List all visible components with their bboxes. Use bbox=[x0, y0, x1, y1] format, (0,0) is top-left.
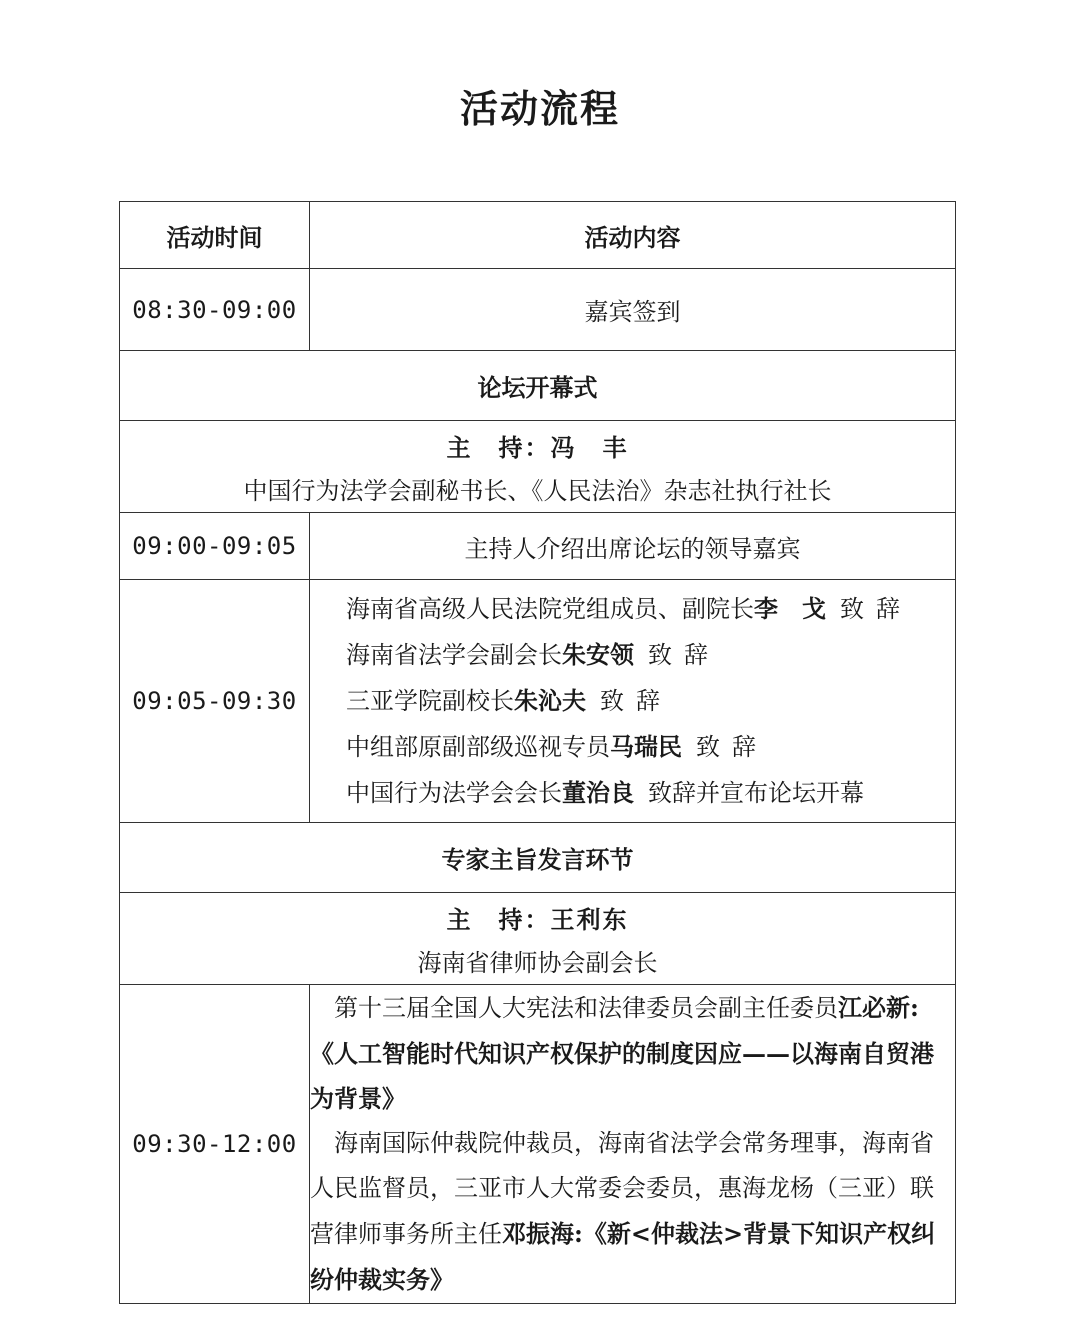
speaker-name: 李 戈 bbox=[754, 594, 826, 623]
keynote-title: 《新<仲裁法>背景下知识产权纠纷仲裁实务》 bbox=[310, 1219, 936, 1294]
host-description: 海南省律师协会副会长 bbox=[417, 948, 658, 977]
speech-line bbox=[310, 770, 955, 816]
speech-line bbox=[310, 586, 955, 632]
speaker-title: 中国行为法学会会长 bbox=[346, 779, 562, 807]
speeches-cell bbox=[310, 580, 956, 823]
keynote-item bbox=[310, 985, 955, 1031]
table-row bbox=[120, 513, 956, 580]
header-time: 活动时间 bbox=[120, 202, 310, 269]
section-row bbox=[120, 823, 956, 893]
section-keynote: 专家主旨发言环节 bbox=[120, 823, 956, 893]
keynotes-cell bbox=[310, 985, 956, 1304]
section-row bbox=[120, 351, 956, 421]
page-title: 活动流程 bbox=[459, 86, 620, 131]
table-row bbox=[120, 269, 956, 351]
speaker-title: 海南省高级人民法院党组成员、副院长 bbox=[346, 595, 754, 623]
speech-action: 致辞 bbox=[648, 641, 720, 669]
host-cell bbox=[120, 421, 956, 513]
keynote-speaker-name: 江必新: bbox=[838, 993, 919, 1022]
speech-line bbox=[310, 724, 955, 770]
host-label: 主 持：王利东 bbox=[446, 904, 629, 934]
speech-line bbox=[310, 632, 955, 678]
speaker-title: 海南省法学会副会长 bbox=[346, 641, 562, 669]
row-time: 08:30-09:00 bbox=[120, 269, 310, 351]
schedule-table bbox=[119, 201, 956, 1304]
host-row bbox=[120, 421, 956, 513]
section-opening: 论坛开幕式 bbox=[120, 351, 956, 421]
speech-action: 致辞 bbox=[600, 687, 672, 715]
host-label: 主 持：冯 丰 bbox=[446, 432, 629, 462]
host-row bbox=[120, 893, 956, 985]
keynote-item bbox=[310, 1121, 955, 1303]
speaker-name: 董治良 bbox=[562, 778, 634, 807]
table-row bbox=[120, 580, 956, 823]
speaker-title: 三亚学院副校长 bbox=[346, 687, 514, 715]
table-row bbox=[120, 985, 956, 1304]
speaker-name: 朱沁夫 bbox=[514, 686, 586, 715]
row-time: 09:00-09:05 bbox=[120, 513, 310, 580]
host-description: 中国行为法学会副秘书长、《人民法治》杂志社执行社长 bbox=[243, 476, 832, 505]
row-time: 09:30-12:00 bbox=[120, 985, 310, 1304]
speaker-title: 中组部原副部级巡视专员 bbox=[346, 733, 610, 761]
speech-action: 致辞 bbox=[696, 733, 768, 761]
speech-action: 致辞 bbox=[840, 595, 912, 623]
table-header-row bbox=[120, 202, 956, 269]
speaker-name: 朱安领 bbox=[562, 640, 634, 669]
header-content: 活动内容 bbox=[310, 202, 956, 269]
keynote-speaker-intro: 第十三届全国人大宪法和法律委员会副主任委员 bbox=[334, 994, 838, 1022]
row-content: 主持人介绍出席论坛的领导嘉宾 bbox=[310, 513, 956, 580]
keynote-title: 《人工智能时代知识产权保护的制度因应——以海南自贸港为背景》 bbox=[310, 1039, 934, 1113]
row-content: 嘉宾签到 bbox=[310, 269, 956, 351]
row-time: 09:05-09:30 bbox=[120, 580, 310, 823]
speaker-name: 马瑞民 bbox=[610, 732, 682, 761]
speech-line bbox=[310, 678, 955, 724]
keynote-speaker-intro: 海南国际仲裁院仲裁员，海南省法学会常务理事，海南省人民监督员，三亚市人大常委会委员，惠海龙杨（三亚）联营律师事务所主任 bbox=[310, 1129, 934, 1248]
speech-action: 致辞并宣布论坛开幕 bbox=[648, 779, 864, 807]
host-cell bbox=[120, 893, 956, 985]
keynote-speaker-name: 邓振海: bbox=[502, 1219, 583, 1248]
